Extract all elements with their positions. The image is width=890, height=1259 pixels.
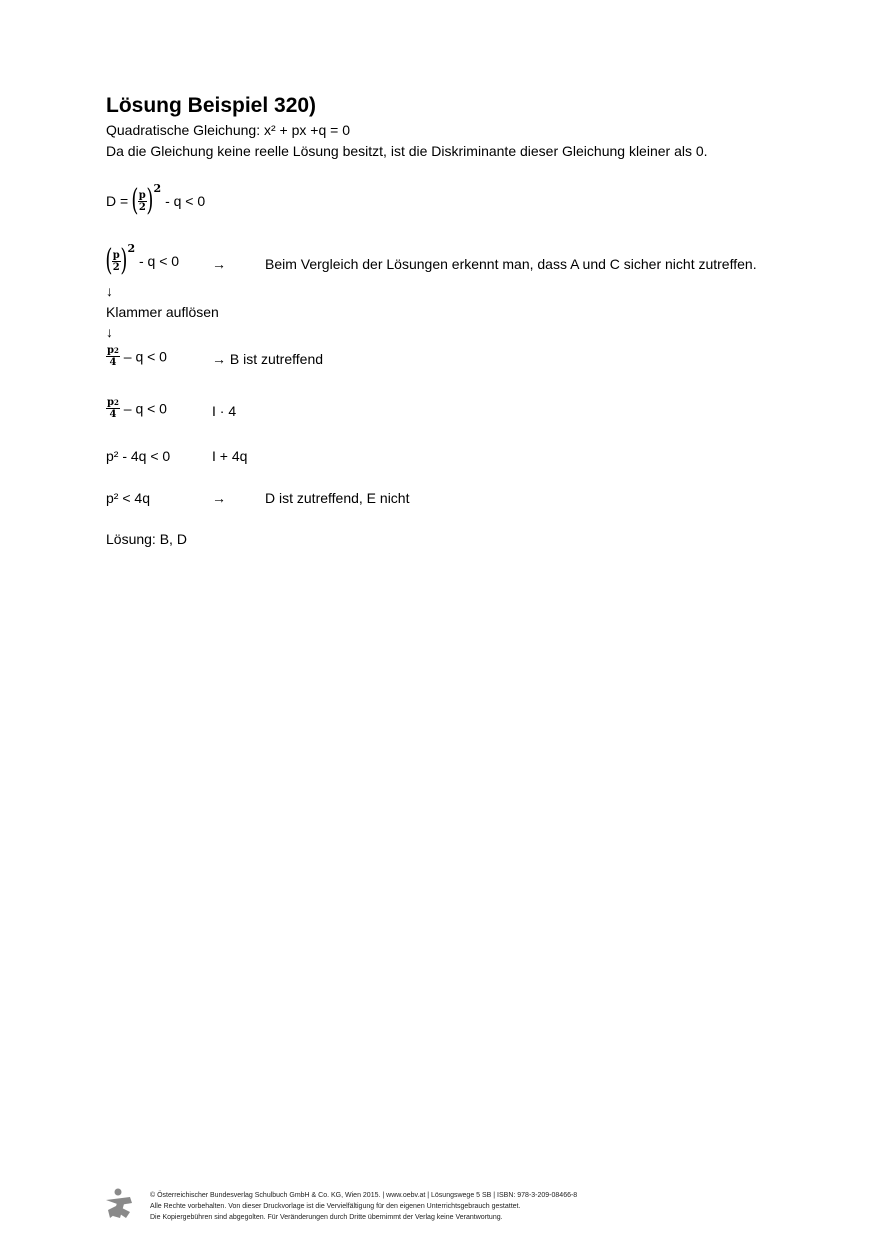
step5-formula: p² - 4q < 0	[106, 448, 171, 464]
formula-suffix: - q < 0	[165, 193, 206, 209]
exponent: 2	[127, 241, 136, 255]
step2-formula	[105, 241, 180, 278]
fraction-numerator: p	[112, 249, 120, 261]
footer-line-3: Die Kopiergebühren sind abgegolten. Für Veränderungen durch Dritte übernimmt der Verlag keine Verantwortung.	[150, 1214, 503, 1221]
step3-formula	[106, 345, 167, 368]
exponent: 2	[153, 181, 162, 195]
paren-open: (	[131, 183, 139, 218]
step4-operation: I · 4	[212, 403, 237, 419]
fraction-denominator: 2	[138, 201, 146, 213]
discriminant-formula	[106, 181, 206, 218]
expand-bracket-note: Klammer auflösen	[106, 304, 219, 320]
step5-operation: I + 4q	[212, 448, 248, 464]
paren-close: )	[146, 183, 154, 218]
formula-suffix: – q < 0	[123, 400, 167, 417]
fraction-p2-over-4	[106, 397, 120, 420]
paren-close: )	[120, 243, 128, 278]
step4-formula	[106, 397, 167, 420]
formula-prefix: D =	[106, 193, 129, 209]
paren-open: (	[105, 243, 113, 278]
formula-suffix: - q < 0	[138, 253, 180, 269]
fraction-p2-over-4	[106, 345, 120, 368]
fraction-denominator: 2	[112, 261, 120, 273]
formula-suffix: – q < 0	[123, 348, 167, 365]
footer-copyright	[150, 1190, 577, 1223]
footer-line-2: Alle Rechte vorbehalten. Von dieser Druckvorlage ist die Vervielfältigung für den eigenen Unterrichtsgebrauch gestattet.	[150, 1203, 521, 1210]
final-solution: Lösung: B, D	[106, 531, 187, 547]
page-title: Lösung Beispiel 320)	[106, 94, 317, 117]
step6-formula: p² < 4q	[106, 490, 150, 506]
publisher-logo-icon	[104, 1188, 136, 1222]
fraction-numerator: $p^2$	[107, 397, 119, 408]
intro-text: Da die Gleichung keine reelle Lösung besitzt, ist die Diskriminante dieser Gleichung kleiner als 0.	[106, 143, 708, 159]
step2-comment: Beim Vergleich der Lösungen erkennt man, dass A und C sicher nicht zutreffen.	[265, 256, 757, 272]
fraction-numerator: p	[138, 189, 146, 201]
down-arrow-icon: ↓	[106, 283, 113, 299]
fraction-denominator: 4	[109, 357, 117, 368]
step2-arrow: →	[212, 256, 226, 272]
step6-arrow: →	[212, 490, 226, 506]
fraction-denominator: 4	[109, 409, 117, 420]
intro-equation: Quadratische Gleichung: x² + px +q = 0	[106, 122, 350, 138]
step6-comment: D ist zutreffend, E nicht	[265, 490, 410, 506]
step3-comment: → B ist zutreffend	[212, 351, 324, 367]
fraction-numerator: $p^2$	[107, 345, 119, 356]
footer-line-1: © Österreichischer Bundesverlag Schulbuch GmbH & Co. KG, Wien 2015. | www.oebv.at | Lösungswege 5 SB | ISBN: 978-3-209-08466-8	[150, 1192, 578, 1199]
down-arrow-icon: ↓	[106, 324, 113, 340]
